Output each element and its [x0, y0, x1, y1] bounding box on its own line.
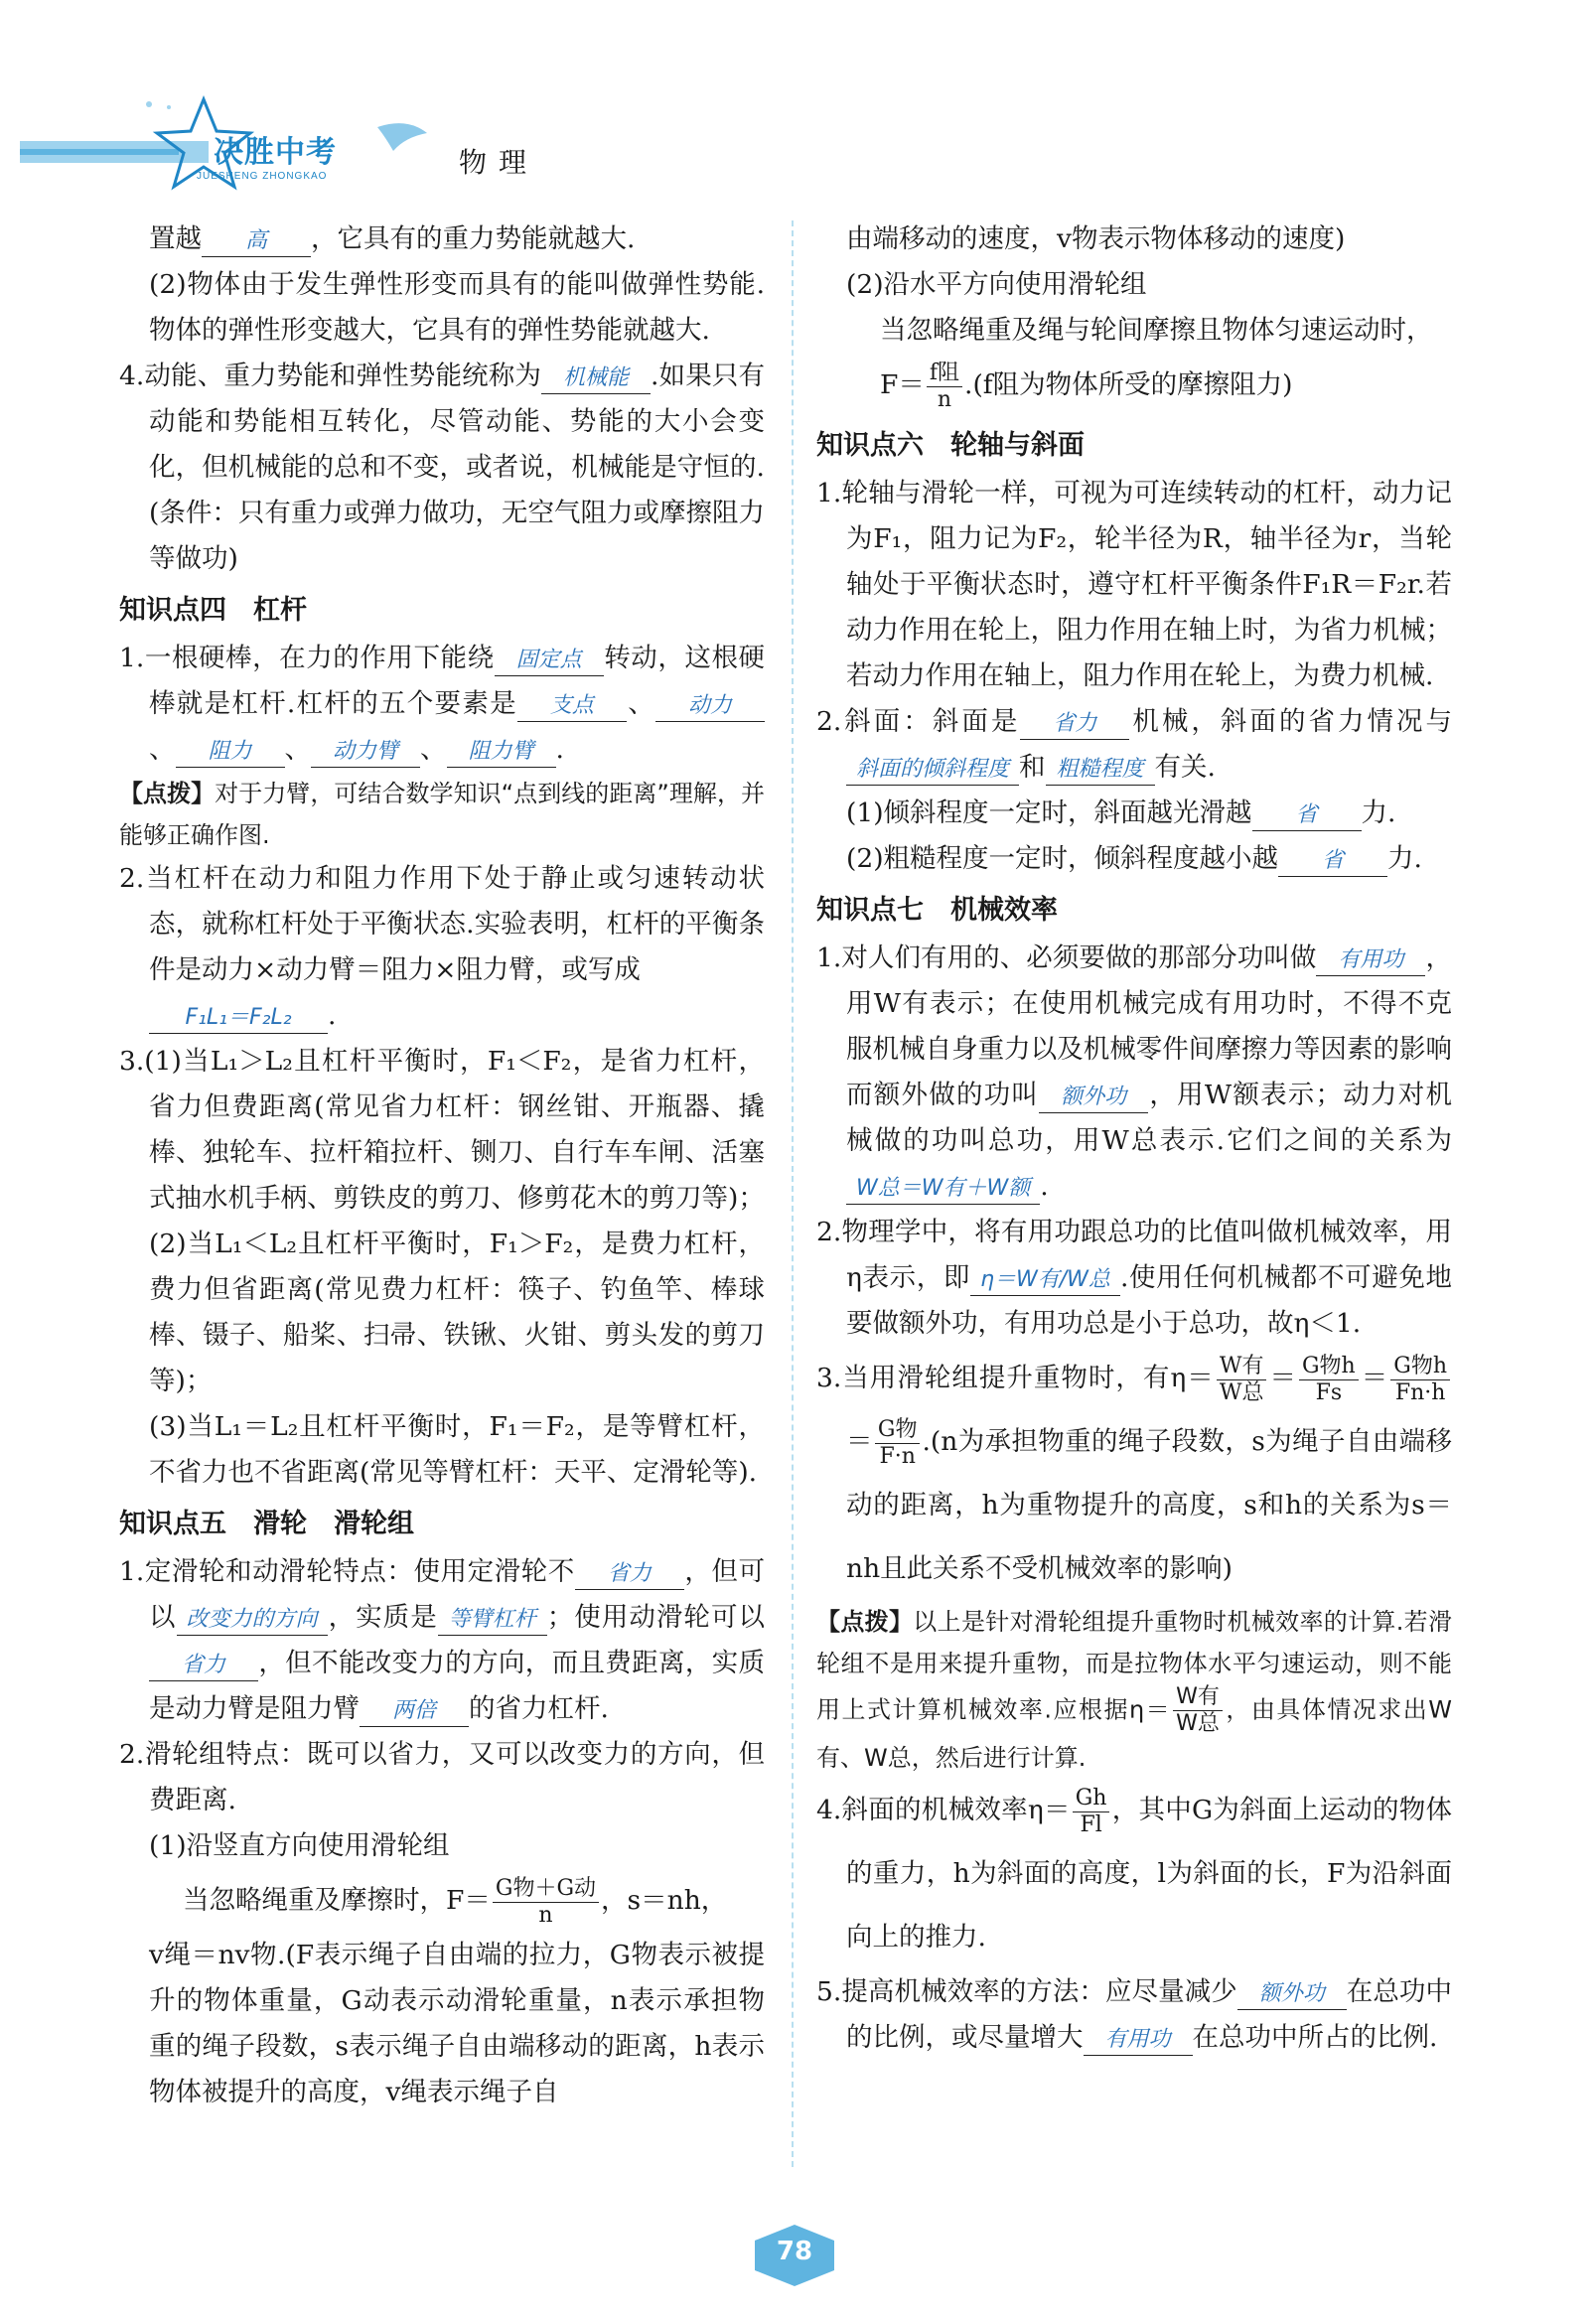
answer-blank: 粗糙程度 — [1046, 755, 1155, 786]
fraction: $\frac{\text{W有}}{\text{W总}}$ — [1217, 1354, 1267, 1406]
answer-blank: η＝W有/W总 — [970, 1265, 1120, 1296]
list-item: 1.轮轴与滑轮一样，可视为可连续转动的杠杆，动力记为F₁，阻力记为F₂，轮半径为R，轴半径为r，当轮轴处于平衡状态时，遵守杠杆平衡条件F₁R＝F₂r.若动力作用在轮上，阻力作用在轴上时，为省力机械；若动力作用在轴上，阻力作用在轮上，为费力机械. — [816, 478, 1452, 691]
section-heading: 知识点五 滑轮 滑轮组 — [119, 1509, 414, 1539]
answer-blank: 省力 — [575, 1559, 684, 1590]
paragraph: 当忽略绳重及绳与轮间摩擦且物体匀速运动时， — [880, 315, 1433, 346]
list-item: 4.动能、重力势能和弹性势能统称为 机械能 .如果只有动能和势能相互转化，尽管动能、势能的大小会变化，但机械能的总和不变，或者说，机械能是守恒的.(条件：只有重力或弹力做功，无空气阻力或摩擦阻力等做功) — [119, 361, 765, 574]
list-item: 3.当用滑轮组提升重物时，有η＝ $\frac{\text{W有}}{\text{W总}}$ ＝ $\frac{\text{G物h}}{Fs}$ ＝ $\frac{\text{G物h}}{Fn\cdot h}$ ＝ $\frac{\text{G物}}{F\cdot n}$ .(n为承担物重的绳子段数，s为绳子自由端移动的距离，h为重物提升的高度，s和h的关系为s＝nh且此关系不受机械效率的影响) — [816, 1353, 1452, 1584]
right-column — [816, 217, 1452, 2061]
list-item: 1.对人们有用的、必须要做的那部分功叫做 有用功 ，用W有表示；在使用机械完成有用功时，不得不克服机械自身重力以及机械零件间摩擦力等因素的影响而额外做的功叫 额外功 ，用W额表示；动力对机械做的功叫总功，用W总表示.它们之间的关系为W总＝W有＋W额 . — [816, 936, 1452, 1210]
formula-line: 当忽略绳重及摩擦时，F＝ $\frac{\text{G物＋G动}}{n}$ ，s＝nh， — [183, 1875, 728, 1928]
paragraph: (1)倾斜程度一定时，斜面越光滑越 省 力. — [816, 791, 1452, 836]
answer-blank: 固定点 — [495, 646, 604, 676]
answer-blank: F₁L₁＝F₂L₂ — [149, 1003, 328, 1034]
section-heading: 知识点四 杠杆 — [119, 595, 307, 626]
answer-blank: 额外功 — [1237, 1979, 1347, 2010]
fraction: $\frac{\text{G物＋G动}}{n}$ — [493, 1876, 599, 1929]
paragraph: v绳＝nv物.(F表示绳子自由端的拉力，G物表示被提升的物体重量，G动表示动滑轮重量，n表示承担物重的绳子段数，s表示绳子自由端移动的距离，h表示物体被提升的高度，v绳表示绳子自 — [149, 1940, 765, 2107]
list-item: 5.提高机械效率的方法：应尽量减少 额外功 在总功中的比例，或尽量增大 有用功 在总功中所占的比例. — [816, 1969, 1452, 2061]
logo-title: 决胜中考 — [214, 135, 337, 170]
answer-blank: 省 — [1252, 800, 1362, 831]
formula-line: F＝ $\frac{\text{f阻}}{n}$ .(f阻为物体所受的摩擦阻力) — [880, 360, 1293, 412]
paragraph: (2)当L₁＜L₂且杠杆平衡时，F₁＞F₂，是费力杠杆，费力但省距离(常见费力杠杆：筷子、钓鱼竿、棒球棒、镊子、船桨、扫帚、铁锹、火钳、剪头发的剪刀等)； — [149, 1229, 765, 1396]
tip-box: 【点拨】以上是针对滑轮组提升重物时机械效率的计算.若滑轮组不是用来提升重物，而是拉物体水平匀速运动，则不能用上式计算机械效率.应根据η＝ $\frac{\text{W有}}{\text{W总}}$ ，由具体情况求出W有、W总，然后进行计算. — [816, 1608, 1452, 1772]
paragraph: 置越 高 ，它具有的重力势能就越大. — [119, 217, 765, 262]
subject-title: 物理 — [459, 146, 539, 179]
list-item: 2.斜面：斜面是 省力 机械，斜面的省力情况与斜面的倾斜程度 和 粗糙程度 有关. — [816, 699, 1452, 791]
list-item: 1.定滑轮和动滑轮特点：使用定滑轮不 省力 ，但可以 改变力的方向 ，实质是 等臂杠杆 ；使用动滑轮可以省力 ，但不能改变力的方向，而且费距离，实质是动力臂是阻力臂 两倍 的省力杠杆. — [119, 1549, 765, 1732]
tip-box: 【点拨】对于力臂，可结合数学知识“点到线的距离”理解，并能够正确作图. — [119, 780, 765, 849]
answer-blank: 等臂杠杆 — [438, 1605, 547, 1636]
paragraph: (2)物体由于发生弹性形变而具有的能叫做弹性势能.物体的弹性形变越大，它具有的弹性势能就越大. — [149, 269, 765, 346]
fraction: $\frac{\text{W有}}{\text{W总}}$ — [1173, 1684, 1223, 1737]
section-heading: 知识点七 机械效率 — [816, 895, 1058, 926]
list-item: 1.一根硬棒，在力的作用下能绕 固定点 转动，这根硬棒就是杠杆.杠杆的五个要素是 支点 、 动力、 阻力 、 动力臂 、 阻力臂 . — [119, 636, 765, 773]
paragraph: (1)沿竖直方向使用滑轮组 — [149, 1830, 450, 1861]
answer-blank: 有用功 — [1316, 945, 1425, 976]
answer-blank: 阻力 — [176, 737, 285, 768]
fraction: $\frac{Gh}{Fl}$ — [1073, 1786, 1110, 1838]
fraction: $\frac{\text{G物h}}{Fs}$ — [1299, 1354, 1359, 1406]
logo-pinyin: JUESHENG ZHONGKAO — [197, 171, 328, 182]
tip-label: 【点拨】 — [119, 780, 216, 807]
column-divider — [792, 220, 794, 2167]
answer-blank: 额外功 — [1039, 1083, 1148, 1113]
list-item: 4.斜面的机械效率η＝ $\frac{Gh}{Fl}$ ，其中G为斜面上运动的物体的重力，h为斜面的高度，l为斜面的长，F为沿斜面向上的推力. — [816, 1785, 1452, 1953]
page-number-label: 78 — [776, 2237, 813, 2266]
answer-blank: 支点 — [517, 691, 627, 722]
list-item: 2.物理学中，将有用功跟总功的比值叫做机械效率，用η表示，即 η＝W有/W总 .使用任何机械都不可避免地要做额外功，有用功总是小于总功，故η＜1. — [816, 1217, 1452, 1339]
answer-blank: W总＝W有＋W额 — [846, 1174, 1040, 1205]
page-header — [0, 0, 1596, 209]
answer-blank: 动力 — [655, 691, 765, 722]
page-number — [753, 2223, 836, 2288]
left-column — [119, 217, 765, 2115]
answer-blank: 两倍 — [360, 1696, 469, 1727]
paragraph: (2)粗糙程度一定时，倾斜程度越小越 省 力. — [816, 836, 1452, 882]
answer-blank: 斜面的倾斜程度 — [846, 755, 1019, 786]
paragraph: 由端移动的速度，v物表示物体移动的速度) — [846, 223, 1346, 254]
tip-label: 【点拨】 — [816, 1608, 914, 1636]
paragraph: (2)沿水平方向使用滑轮组 — [846, 269, 1147, 300]
answer-blank: 阻力臂 — [447, 737, 556, 768]
answer-blank: 省力 — [149, 1651, 258, 1681]
answer-blank: 机械能 — [541, 363, 651, 394]
list-item: 2.滑轮组特点：既可以省力，又可以改变力的方向，但费距离. — [119, 1739, 765, 1815]
paragraph: (3)当L₁＝L₂且杠杆平衡时，F₁＝F₂，是等臂杠杆，不省力也不省距离(常见等臂杠杆：天平、定滑轮等). — [149, 1411, 765, 1488]
answer-blank: 省力 — [1020, 709, 1129, 740]
list-item: 3.(1)当L₁＞L₂且杠杆平衡时，F₁＜F₂，是省力杠杆，省力但费距离(常见省力杠杆：钢丝钳、开瓶器、撬棒、独轮车、拉杆箱拉杆、铡刀、自行车车闸、活塞式抽水机手柄、剪铁皮的剪刀、修剪花木的剪刀等)； — [119, 1046, 765, 1214]
answer-blank: 改变力的方向 — [177, 1605, 328, 1636]
fraction: $\frac{\text{f阻}}{n}$ — [927, 361, 962, 413]
fraction: $\frac{\text{G物}}{F\cdot n}$ — [875, 1417, 921, 1470]
section-heading: 知识点六 轮轴与斜面 — [816, 430, 1085, 461]
fraction: $\frac{\text{G物h}}{Fn\cdot h}$ — [1390, 1354, 1450, 1406]
answer-blank: 有用功 — [1084, 2025, 1193, 2056]
list-item: 2.当杠杆在动力和阻力作用下处于静止或匀速转动状态，就称杠杆处于平衡状态.实验表明，杠杆的平衡条件是动力×动力臂＝阻力×阻力臂，或写成 F₁L₁＝F₂L₂ . — [119, 856, 765, 1039]
answer-blank: 省 — [1278, 846, 1387, 877]
answer-blank: 动力臂 — [311, 737, 420, 768]
answer-blank: 高 — [202, 226, 311, 257]
